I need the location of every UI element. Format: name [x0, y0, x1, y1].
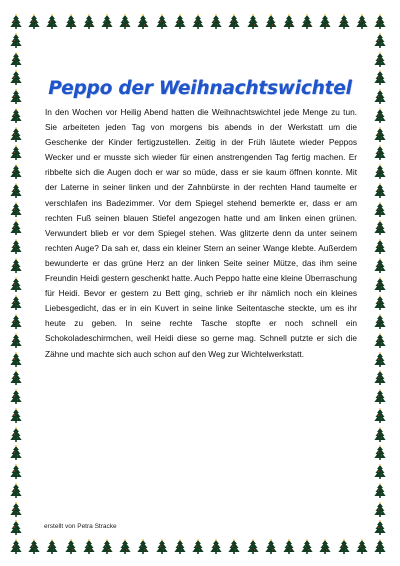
christmas-tree-icon: [374, 427, 386, 442]
christmas-tree-icon: [10, 464, 22, 479]
christmas-tree-icon: [10, 164, 22, 179]
christmas-tree-icon: [301, 14, 313, 29]
christmas-tree-icon: [10, 408, 22, 423]
christmas-tree-icon: [137, 539, 149, 554]
christmas-tree-icon: [374, 145, 386, 160]
christmas-tree-icon: [374, 277, 386, 292]
christmas-tree-icon: [374, 164, 386, 179]
christmas-tree-icon: [10, 539, 22, 554]
christmas-tree-icon: [10, 483, 22, 498]
christmas-tree-icon: [283, 14, 295, 29]
christmas-tree-icon: [174, 539, 186, 554]
christmas-tree-icon: [10, 352, 22, 367]
christmas-tree-icon: [374, 239, 386, 254]
christmas-tree-icon: [283, 539, 295, 554]
christmas-tree-icon: [301, 539, 313, 554]
christmas-tree-icon: [28, 14, 40, 29]
christmas-tree-icon: [156, 14, 168, 29]
christmas-tree-icon: [10, 33, 22, 48]
christmas-tree-icon: [228, 539, 240, 554]
christmas-tree-icon: [156, 539, 168, 554]
christmas-tree-icon: [46, 539, 58, 554]
christmas-tree-icon: [374, 352, 386, 367]
christmas-tree-icon: [10, 220, 22, 235]
christmas-tree-icon: [374, 295, 386, 310]
christmas-tree-icon: [10, 295, 22, 310]
christmas-tree-icon: [374, 370, 386, 385]
christmas-tree-icon: [10, 502, 22, 517]
christmas-tree-icon: [10, 239, 22, 254]
christmas-tree-icon: [101, 14, 113, 29]
christmas-tree-icon: [101, 539, 113, 554]
christmas-tree-icon: [10, 370, 22, 385]
christmas-tree-icon: [374, 183, 386, 198]
christmas-tree-icon: [10, 314, 22, 329]
christmas-tree-icon: [356, 539, 368, 554]
author-credit: erstellt von Petra Stracke: [44, 523, 117, 530]
christmas-tree-icon: [319, 539, 331, 554]
christmas-tree-icon: [374, 502, 386, 517]
christmas-tree-icon: [319, 14, 331, 29]
christmas-tree-icon: [10, 108, 22, 123]
christmas-tree-icon: [137, 14, 149, 29]
christmas-tree-icon: [374, 33, 386, 48]
christmas-tree-icon: [374, 52, 386, 67]
christmas-tree-icon: [46, 14, 58, 29]
christmas-tree-icon: [374, 108, 386, 123]
christmas-tree-icon: [83, 14, 95, 29]
story-text: In den Wochen vor Heilig Abend hatten die Weihnachtswichtel jede Menge zu tun. Sie arbeiteten jeden Tag von morgens bis abends in der Werkstatt um die Geschenke der Kinder fertigzustellen. Zeitig in der Früh läutete wieder Peppos Wecker und er musste sich wieder für einen anstrengenden Tag fertig machen. Er ribbelte sich die Augen doch er war so müde, dass er sie kaum öffnen konnte. Mit der Laterne in seiner linken und der Zahnbürste in der rechten Hand taumelte er verschlafen ins Badezimmer. Vor dem Spiegel stehend bemerkte er, dass er am rechten Fuß seinen blauen Stiefel angezogen hatte und am linken einen grünen. Verwundert blieb er vor dem Spiegel stehen. Was glitzerte denn da unter seinem rechten Auge? Da sah er, dass ein kleiner Stern an seiner Wange klebte. Außerdem bewunderte er das grüne Herz an der linken Seite seiner Mütze, das ihm seine Freundin Heidi gestern geschenkt hatte. Auch Peppo hatte eine kleine Überraschung für Heidi. Bevor er gestern zu Bett ging, schrieb er ihr nämlich noch ein kleines Liebesgedicht, das er in ein Kuvert in seine linke Seitentasche steckte, um es ihr heute zu geben. In seine rechte Tasche stopfte er noch schnell ein Schokoladeschirmchen, weil Heidi diese so gerne mag. Schnell putzte er sich die Zähne und machte sich auch schon auf den Weg zur Wichtelwerkstatt.: [45, 107, 357, 359]
christmas-tree-icon: [247, 539, 259, 554]
christmas-tree-icon: [10, 389, 22, 404]
christmas-tree-icon: [10, 52, 22, 67]
christmas-tree-icon: [265, 539, 277, 554]
christmas-tree-icon: [374, 389, 386, 404]
christmas-tree-icon: [338, 539, 350, 554]
christmas-tree-icon: [10, 145, 22, 160]
christmas-tree-icon: [10, 202, 22, 217]
christmas-tree-icon: [10, 445, 22, 460]
christmas-tree-icon: [119, 539, 131, 554]
christmas-tree-icon: [374, 202, 386, 217]
christmas-tree-icon: [374, 258, 386, 273]
christmas-tree-icon: [374, 14, 386, 29]
christmas-tree-icon: [83, 539, 95, 554]
christmas-tree-icon: [338, 14, 350, 29]
christmas-tree-icon: [210, 539, 222, 554]
christmas-tree-icon: [192, 539, 204, 554]
christmas-tree-icon: [374, 483, 386, 498]
christmas-tree-icon: [28, 539, 40, 554]
page-title: Peppo der Weihnachtswichtel: [48, 78, 352, 100]
christmas-tree-icon: [10, 14, 22, 29]
christmas-tree-icon: [10, 277, 22, 292]
christmas-tree-icon: [374, 445, 386, 460]
christmas-tree-icon: [210, 14, 222, 29]
christmas-tree-icon: [192, 14, 204, 29]
christmas-tree-icon: [247, 14, 259, 29]
christmas-tree-icon: [10, 183, 22, 198]
christmas-tree-icon: [10, 427, 22, 442]
christmas-tree-icon: [374, 220, 386, 235]
christmas-tree-icon: [10, 333, 22, 348]
christmas-tree-icon: [10, 520, 22, 535]
christmas-tree-icon: [374, 408, 386, 423]
christmas-tree-icon: [65, 539, 77, 554]
christmas-tree-icon: [10, 258, 22, 273]
christmas-tree-icon: [374, 539, 386, 554]
christmas-tree-icon: [374, 333, 386, 348]
christmas-tree-icon: [265, 14, 277, 29]
christmas-tree-icon: [228, 14, 240, 29]
christmas-tree-icon: [119, 14, 131, 29]
christmas-tree-icon: [374, 314, 386, 329]
christmas-tree-icon: [356, 14, 368, 29]
christmas-tree-icon: [374, 520, 386, 535]
christmas-tree-icon: [174, 14, 186, 29]
christmas-tree-icon: [374, 464, 386, 479]
christmas-tree-icon: [374, 127, 386, 142]
christmas-tree-icon: [65, 14, 77, 29]
christmas-tree-icon: [10, 127, 22, 142]
